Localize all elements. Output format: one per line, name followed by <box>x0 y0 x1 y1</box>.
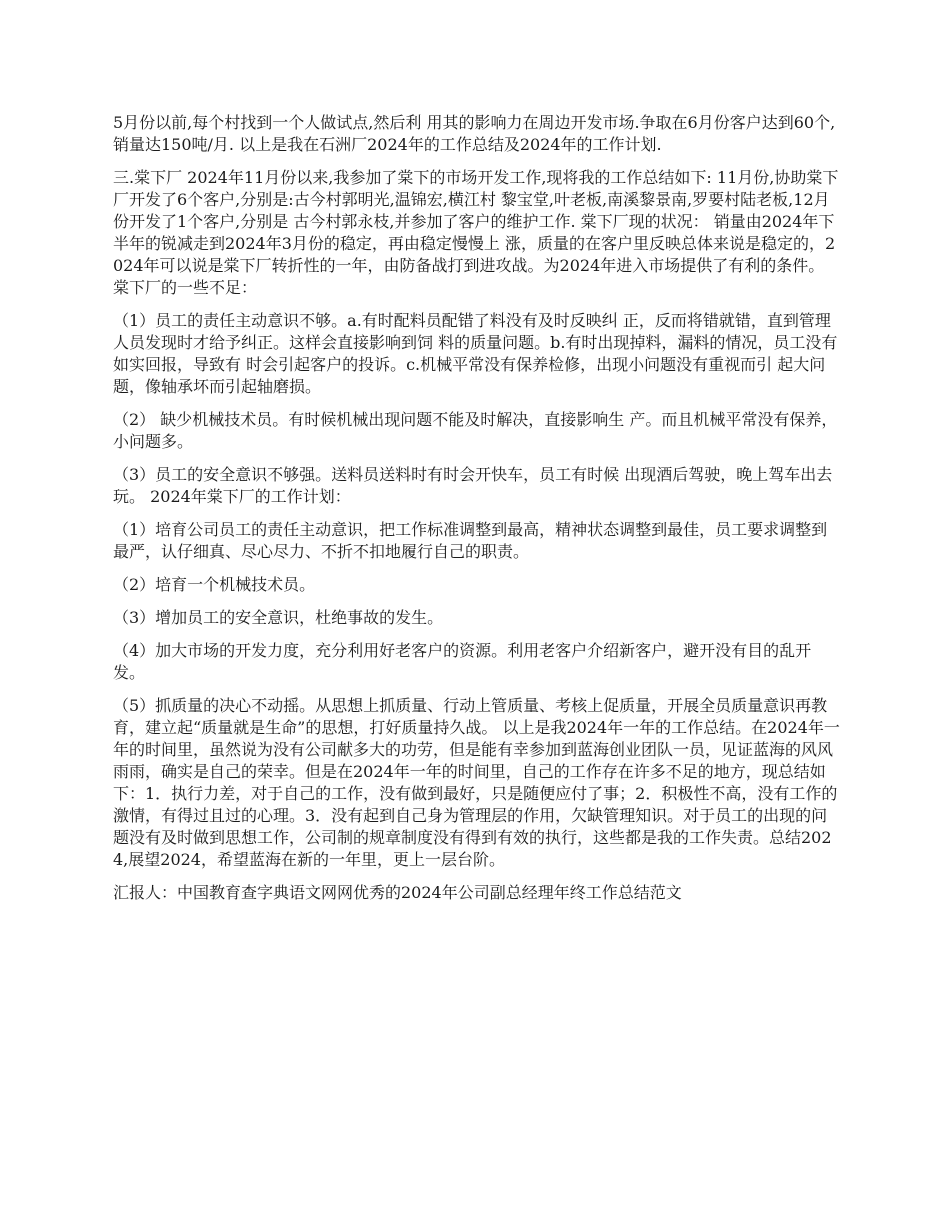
paragraph-shizhou-plan: 5月份以前,每个村找到一个人做试点,然后利 用其的影响力在周边开发市场.争取在6月份客户达到60个,销量达150吨/月. 以上是我在石洲厂2024年的工作总结及2024年的工作计划. <box>113 113 836 154</box>
paragraph-shortcoming-2: （2） 缺少机械技术员。有时候机械出现问题不能及时解决，直接影响生 产。而且机械平常没有保养，小问题多。 <box>113 410 838 451</box>
paragraph-plan-5-and-conclusion: （5）抓质量的决心不动摇。从思想上抓质量、行动上管质量、考核上促质量，开展全员质量意识再教育，建立起“质量就是生命”的思想，打好质量持久战。 以上是我2024年一年的工作总结。在2024年一年的时间里，虽然说为没有公司献多大的功劳，但是能有幸参加到蓝海创业团队一员，见证蓝海的风风雨雨，确实是自己的荣幸。但是在2024年一年的时间里，自己的工作存在许多不足的地方，现总结如下：1．执行力差，对于自己的工作，没有做到最好，只是随便应付了事；2．积极性不高，没有工作的激情，有得过且过的心理。3．没有起到自己身为管理层的作用，欠缺管理知识。对于员工的出现的问题没有及时做到思想工作，公司制的规章制度没有得到有效的执行，这些都是我的工作失责。总结2024,展望2024，希望蓝海在新的一年里，更上一层台阶。 <box>113 696 840 869</box>
paragraph-shortcoming-3: （3）员工的安全意识不够强。送料员送料时有时会开快车，员工有时候 出现酒后驾驶，晚上驾车出去玩。 2024年棠下厂的工作计划： <box>113 465 833 506</box>
paragraph-plan-1: （1）培育公司员工的责任主动意识，把工作标准调整到最高，精神状态调整到最佳，员工要求调整到最严，认仔细真、尽心尽力、不折不扣地履行自己的职责。 <box>113 520 828 561</box>
paragraph-reporter: 汇报人：中国教育查字典语文网网优秀的2024年公司副总经理年终工作总结范文 <box>113 883 682 902</box>
paragraph-plan-3: （3）增加员工的安全意识，杜绝事故的发生。 <box>113 608 444 627</box>
paragraph-plan-2: （2）培育一个机械技术员。 <box>113 575 316 594</box>
paragraph-shortcoming-1: （1）员工的责任主动意识不够。a.有时配料员配错了料没有及时反映纠 正，反而将错就错，直到管理人员发现时才给予纠正。这样会直接影响到饲 料的质量问题。b.有时出现掉料，漏料的情况，员工没有如实回报，导致有 时会引起客户的投诉。c.机械平常没有保养检修，出现小问题没有重视而引 起大问题，像轴承坏而引起轴磨损。 <box>113 311 838 396</box>
document-body <box>113 112 843 915</box>
paragraph-tangxia-summary: 三.棠下厂 2024年11月份以来,我参加了棠下的市场开发工作,现将我的工作总结如下: 11月份,协助棠下厂开发了6个客户,分别是:古今村郭明光,温锦宏,横江村 黎宝堂,叶老板,南溪黎景南,罗要村陆老板,12月份开发了1个客户,分别是 古今村郭永枝,并参加了客户的维护工作. 棠下厂现的状况： 销量由2024年下半年的锐减走到2024年3月份的稳定，再由稳定慢慢上 涨，质量的在客户里反映总体来说是稳定的，2024年可以说是棠下厂转折性的一年，由防备战打到进攻战。为2024年进入市场提供了有利的条件。 棠下厂的一些不足： <box>113 168 839 297</box>
paragraph-plan-4: （4）加大市场的开发力度，充分利用好老客户的资源。利用老客户介绍新客户，避开没有目的乱开发。 <box>113 641 812 682</box>
